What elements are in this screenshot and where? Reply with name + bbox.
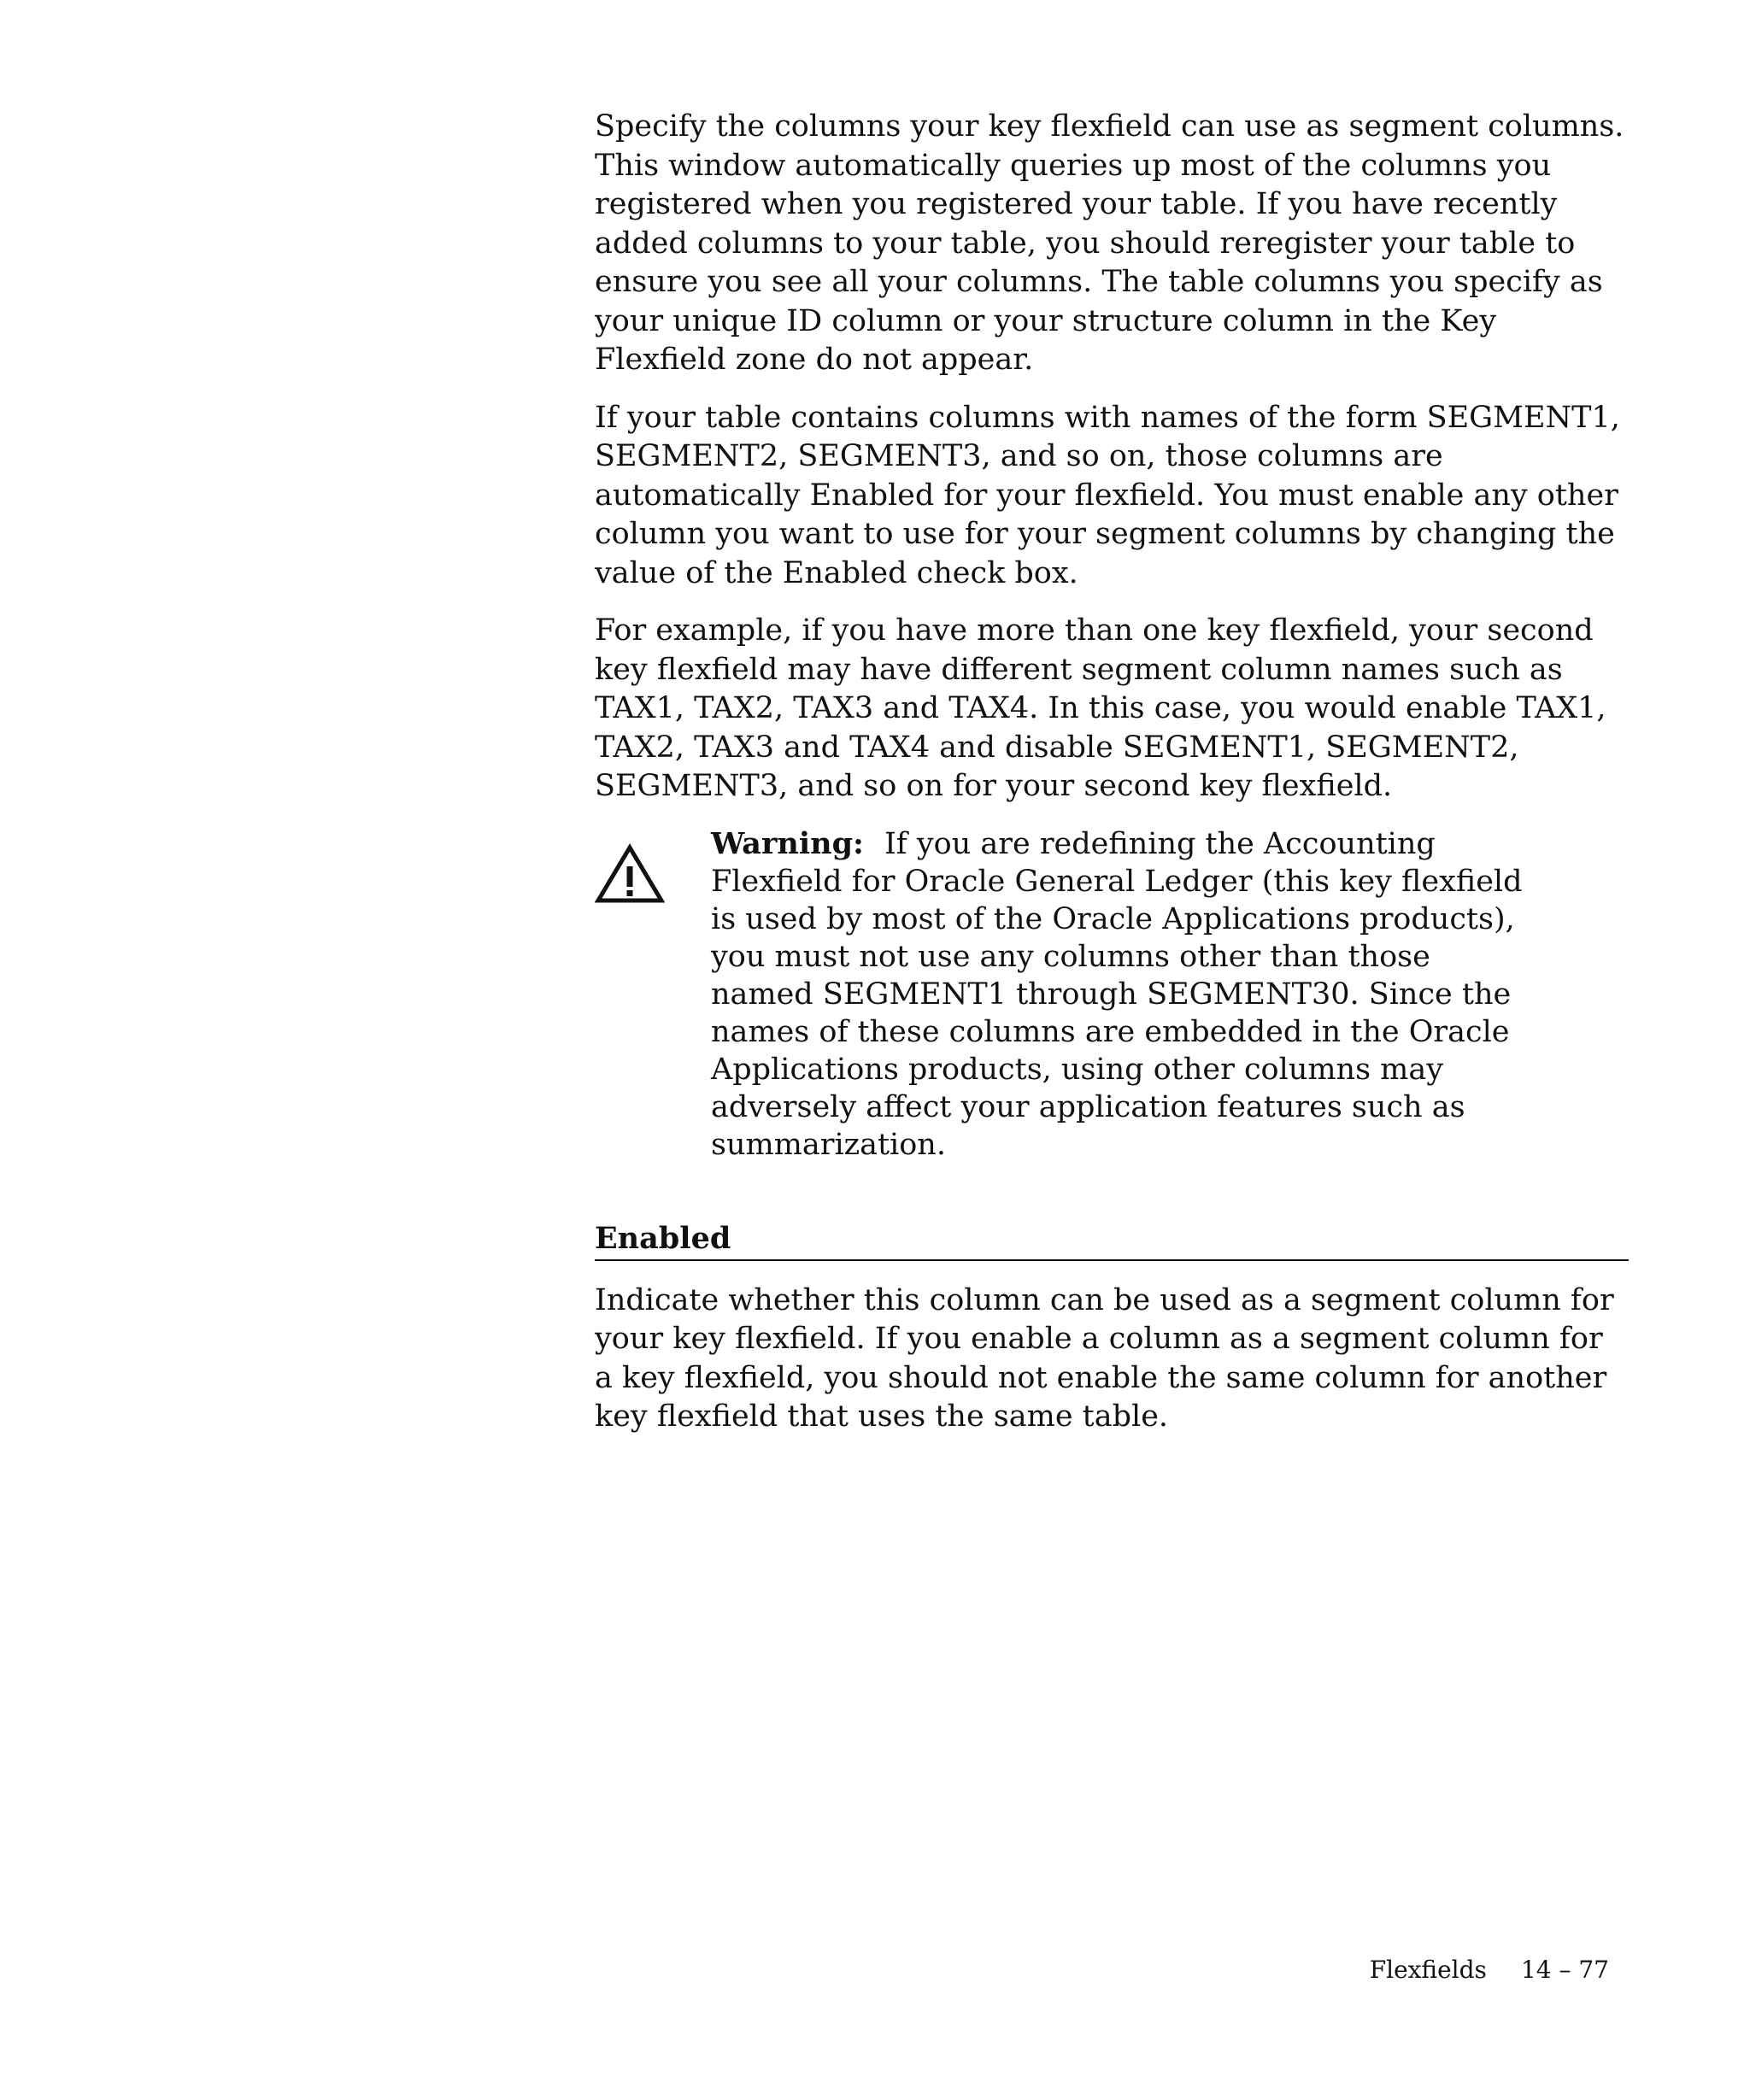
page-content [595,108,1629,1456]
paragraph-example: For example, if you have more than one key flexfield, your second key flexfield may have different segment column names such as TAX1, TAX2, TAX3 and TAX4. In this case, you would enable TAX1, TAX2, TAX3 and TAX4 and disable SEGMENT1, SEGMENT2, SEGMENT3, and so on for your second key flexfield. [595,613,1606,803]
section-heading-enabled: Enabled [595,1220,1629,1261]
paragraph-enabled-columns: If your table contains columns with names of the form SEGMENT1, SEGMENT2, SEGMENT3, and so on, those columns are automatically Enabled for your flexfield. You must enable any other column you want to use for your segment columns by changing the value of the Enabled check box. [595,400,1620,590]
footer-chapter: Flexfields [1369,1956,1487,1984]
paragraph-segment-columns: Specify the columns your key flexfield can use as segment columns. This window automatically queries up most of the columns you registered when you registered your table. If you have recently added columns to your table, you should reregister your table to ensure you see all your columns. The table columns you specify as your unique ID column or your structure column in the Key Flexfield zone do not appear. [595,109,1624,377]
warning-callout [595,825,1629,1164]
warning-text-block [711,825,1523,1164]
warning-label: Warning: [711,825,864,861]
page-footer [1370,1955,1609,1986]
footer-page-number: 14 – 77 [1520,1956,1609,1984]
section-body-enabled: Indicate whether this column can be used as a segment column for your key flexfield. If you enable a column as a segment column for a key flexfield, you should not enable the same column for another key flexfield that uses the same table. [595,1282,1614,1434]
warning-triangle-icon [595,842,665,904]
warning-body: If you are redefining the Accounting Flexfield for Oracle General Ledger (this key flexfield is used by most of the Oracle Applications products), you must not use any columns other than those named SEGMENT1 through SEGMENT30. Since the names of these columns are embedded in the Oracle Applications products, using other columns may adversely affect your application features such as summarization. [711,826,1523,1162]
